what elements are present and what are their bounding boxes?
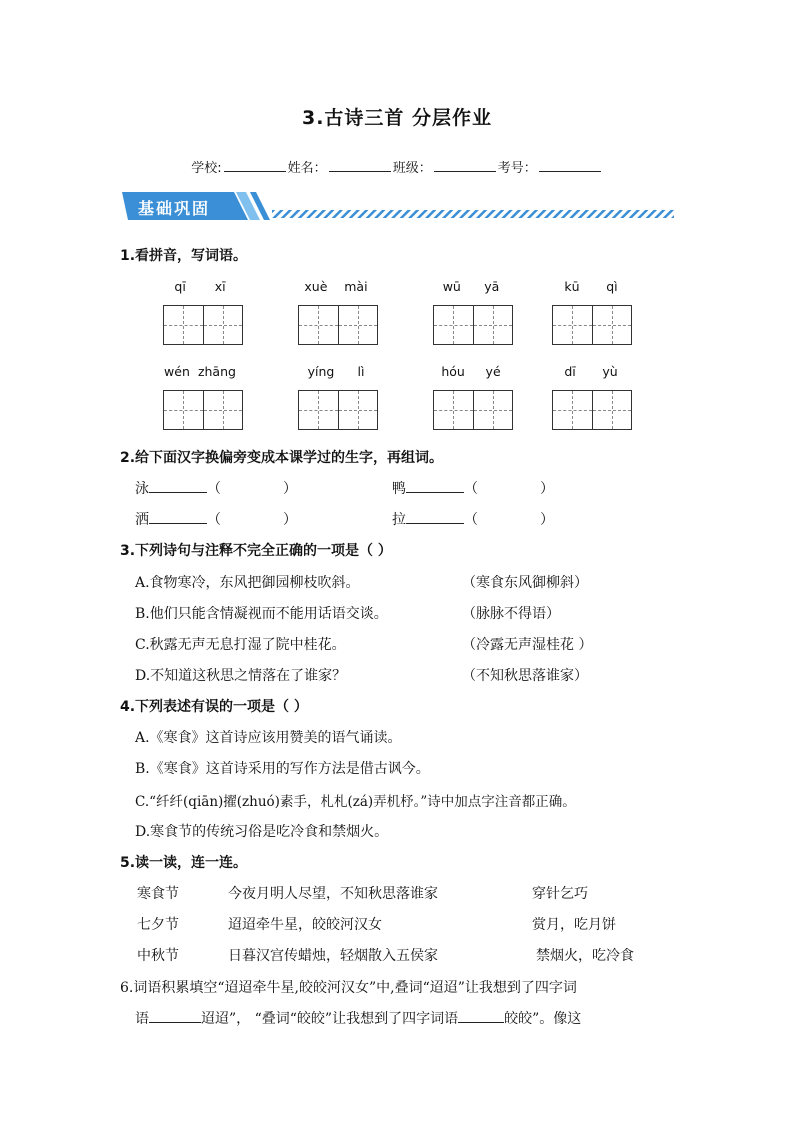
exam-no-blank[interactable] bbox=[539, 160, 601, 172]
custom[interactable]: 禁烟火，吃冷食 bbox=[536, 948, 634, 964]
q3-option-a[interactable]: A.食物寒冷，东风把御园柳枝吹斜。 bbox=[135, 575, 360, 591]
festival[interactable]: 七夕节 bbox=[137, 917, 179, 933]
pinyin-pair: wén zhāng bbox=[164, 364, 236, 379]
answer-blank[interactable] bbox=[149, 1010, 201, 1023]
q4-option-d[interactable]: D.寒食节的传统习俗是吃冷食和禁烟火。 bbox=[135, 824, 389, 840]
pinyin-pair: dī yù bbox=[564, 364, 618, 379]
writing-grid[interactable] bbox=[433, 305, 513, 345]
custom[interactable]: 穿针乞巧 bbox=[532, 886, 588, 902]
writing-grid[interactable] bbox=[433, 390, 513, 430]
answer-blank[interactable] bbox=[149, 480, 207, 493]
page-title: 3.古诗三首 分层作业 bbox=[301, 107, 493, 129]
answer-blank[interactable] bbox=[406, 511, 464, 524]
q3-note-c: （冷露无声湿桂花 ） bbox=[462, 637, 593, 653]
q3-option-b[interactable]: B.他们只能含情凝视而不能用话语交谈。 bbox=[135, 606, 388, 622]
school-blank[interactable] bbox=[224, 160, 286, 172]
poem-line[interactable]: 今夜月明人尽望，不知秋思落谁家 bbox=[228, 886, 438, 902]
section-banner bbox=[122, 190, 674, 222]
pinyin-pair: wū yā bbox=[442, 279, 500, 294]
writing-grid[interactable] bbox=[163, 390, 243, 430]
festival[interactable]: 中秋节 bbox=[137, 948, 179, 964]
banner-label: 基础巩固 bbox=[138, 199, 211, 218]
class-label: 班级： bbox=[392, 161, 432, 176]
writing-grid[interactable] bbox=[298, 390, 378, 430]
pinyin-pair: yíng lì bbox=[307, 364, 365, 379]
custom[interactable]: 赏月，吃月饼 bbox=[532, 917, 616, 933]
q6-line1: 6.词语积累填空“迢迢牵牛星,皎皎河汉女”中,叠词“迢迢”让我想到了四字词 bbox=[120, 980, 577, 996]
q4-option-c[interactable]: C.“纤纤(qiān)擢(zhuó)素手，札札(zá)弄机杼。”诗中加点字注音都正确。 bbox=[135, 794, 576, 810]
q3-option-c[interactable]: C.秋露无声无息打湿了院中桂花。 bbox=[135, 637, 346, 653]
q4-option-a[interactable]: A.《寒食》这首诗应该用赞美的语气诵读。 bbox=[135, 730, 402, 746]
name-blank[interactable] bbox=[329, 160, 391, 172]
poem-line[interactable]: 日暮汉宫传蜡烛，轻烟散入五侯家 bbox=[228, 948, 438, 964]
festival[interactable]: 寒食节 bbox=[137, 886, 179, 902]
poem-line[interactable]: 迢迢牵牛星，皎皎河汉女 bbox=[228, 917, 382, 933]
q3-stem: 3.下列诗句与注释不完全正确的一项是（ ） bbox=[120, 543, 392, 559]
writing-grid[interactable] bbox=[552, 305, 632, 345]
q2-item: 泳 （ ） bbox=[135, 481, 297, 497]
q3-note-a: （寒食东风御柳斜） bbox=[462, 575, 588, 591]
pinyin-pair: xuè mài bbox=[304, 279, 368, 294]
class-blank[interactable] bbox=[434, 160, 496, 172]
q3-note-d: （不知秋思落谁家） bbox=[462, 668, 588, 684]
q3-option-d[interactable]: D.不知道这秋思之情落在了谁家？ bbox=[135, 668, 347, 684]
writing-grid[interactable] bbox=[163, 305, 243, 345]
q3-note-b: （脉脉不得语） bbox=[462, 606, 560, 622]
q1-stem: 1.看拼音，写词语。 bbox=[120, 248, 248, 264]
answer-blank[interactable] bbox=[406, 480, 464, 493]
pinyin-pair: kū qì bbox=[564, 279, 618, 294]
writing-grid[interactable] bbox=[298, 305, 378, 345]
pinyin-pair: qī xī bbox=[174, 279, 226, 294]
exam-no-label: 考号： bbox=[497, 161, 537, 176]
answer-blank[interactable] bbox=[458, 1010, 504, 1023]
student-info-line bbox=[0, 157, 794, 176]
writing-grid[interactable] bbox=[552, 390, 632, 430]
q2-item: 洒 （ ） bbox=[135, 512, 297, 528]
q4-option-b[interactable]: B.《寒食》这首诗采用的写作方法是借古讽今。 bbox=[135, 761, 430, 777]
pinyin-pair: hóu yé bbox=[441, 364, 501, 379]
q2-stem: 2.给下面汉字换偏旁变成本课学过的生字，再组词。 bbox=[120, 450, 444, 466]
q6-line2: 语 迢迢”， “叠词“皎皎”让我想到了四字词语 皎皎”。像这 bbox=[135, 1011, 582, 1027]
q5-stem: 5.读一读，连一连。 bbox=[120, 855, 248, 871]
q2-item: 鸭 （ ） bbox=[392, 481, 554, 497]
q2-item: 拉 （ ） bbox=[392, 512, 554, 528]
school-label: 学校: bbox=[191, 161, 222, 176]
answer-blank[interactable] bbox=[149, 511, 207, 524]
q4-stem: 4.下列表述有误的一项是（ ） bbox=[120, 699, 308, 715]
name-label: 姓名： bbox=[287, 161, 327, 176]
